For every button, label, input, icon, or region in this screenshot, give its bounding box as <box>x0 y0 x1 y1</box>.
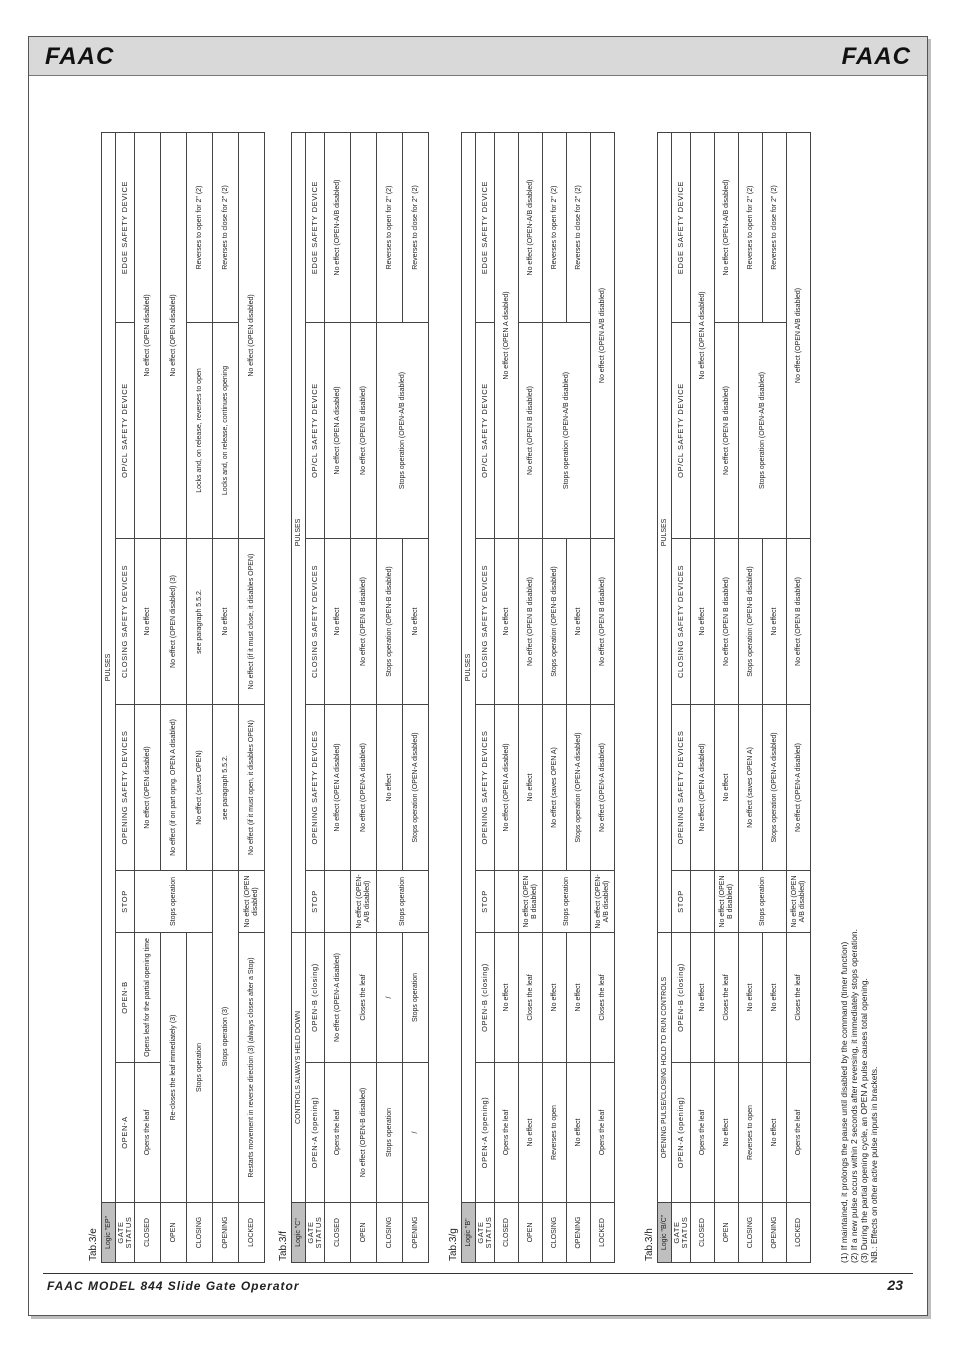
group-header: OPENING PULSE/CLOSING HOLD TO RUN CONTROLS <box>658 932 672 1202</box>
column-header: OP/CL SAFETY DEVICE <box>672 322 691 538</box>
table-cell: Stops operation <box>377 871 429 933</box>
table-label: Tab.3/h <box>644 1228 655 1261</box>
table-cell: Opens the leaf <box>591 1063 615 1203</box>
table-cell: Closes the leaf <box>591 933 615 1063</box>
table-cell: LOCKED <box>591 1203 615 1263</box>
table-row <box>691 132 715 1262</box>
table-cell: CLOSING <box>543 1203 567 1263</box>
table-cell: Stops operation <box>377 1063 403 1203</box>
table-cell: CLOSED <box>135 1203 161 1263</box>
column-header: OPEN-B (closing) <box>476 933 495 1063</box>
footnote: (2) If a new pulse occurs within 2 seconds after reversing, it immediately stops operation. <box>849 928 859 1263</box>
rotated-tables-area <box>87 131 879 1263</box>
table-row <box>543 132 567 1262</box>
table-cell: No effect <box>519 705 543 871</box>
table-cell: No effect <box>715 1063 739 1203</box>
column-header: OPEN-B (closing) <box>672 932 691 1062</box>
table-cell: No effect <box>135 539 161 705</box>
column-header: OPENING SAFETY DEVICES <box>672 704 691 870</box>
table-cell: CLOSING <box>739 1203 763 1263</box>
column-header: GATE STATUS <box>476 1203 495 1263</box>
table-cell: Reverses to open <box>543 1063 567 1203</box>
table-cell: LOCKED <box>787 1203 811 1263</box>
column-header: OPENING SAFETY DEVICES <box>306 705 325 871</box>
table-cell: No effect <box>691 538 715 704</box>
table-row <box>715 132 739 1262</box>
table-cell: CLOSING <box>377 1203 403 1263</box>
table-3f-block <box>277 133 429 1263</box>
column-header: OPENING SAFETY DEVICES <box>116 705 135 871</box>
table-cell: No effect <box>763 538 787 704</box>
table-cell: No effect (OPEN-A disabled) <box>787 704 811 870</box>
column-header: OPEN-A (opening) <box>672 1063 691 1203</box>
table-cell <box>691 870 715 932</box>
table-cell: Reverses to open for 2" (2) <box>377 132 403 322</box>
table-row <box>495 132 519 1262</box>
table-row <box>403 132 429 1262</box>
table-cell: No effect (OPEN disabled) <box>239 132 265 538</box>
column-header: CLOSING SAFETY DEVICES <box>306 539 325 705</box>
table-cell: Re-closes the leaf immediately (3) <box>161 933 187 1203</box>
table-cell: No effect (OPEN-A/B disabled) <box>519 132 543 322</box>
table-cell: No effect (OPEN B disabled) <box>351 539 377 705</box>
table-row <box>519 132 543 1262</box>
pulses-header: PULSES <box>292 132 306 932</box>
table-cell: CLOSED <box>325 1203 351 1263</box>
table-cell: Reverses to open for 2" (2) <box>543 132 567 322</box>
table-cell: Stops operation <box>543 871 591 933</box>
table-cell: LOCKED <box>239 1203 265 1263</box>
column-header: EDGE SAFETY DEVICE <box>116 132 135 322</box>
table-cell: No effect (OPEN B disabled) <box>519 871 543 933</box>
table-row <box>161 132 187 1262</box>
table-cell: CLOSED <box>691 1203 715 1263</box>
table-cell: CLOSED <box>495 1203 519 1263</box>
faac-logo-right: FAAC <box>841 43 911 70</box>
pulses-header: PULSES <box>658 132 672 932</box>
column-header: OPEN-A (opening) <box>306 1063 325 1203</box>
column-header: OPENING SAFETY DEVICES <box>476 705 495 871</box>
table-cell: No effect (OPEN disabled) (3) <box>161 539 187 705</box>
column-header: OPEN-B (closing) <box>306 933 325 1063</box>
table-cell: No effect (OPEN-A/B disabled) <box>325 132 351 322</box>
column-header: STOP <box>476 871 495 933</box>
logic-table-bc <box>657 132 811 1263</box>
table-cell: No effect (OPEN A disabled) <box>691 704 715 870</box>
table-cell: No effect (OPEN disabled) <box>239 871 265 933</box>
table-cell: No effect (if on part opng. OPEN A disabled) <box>161 705 187 871</box>
logic-table-c <box>291 132 429 1263</box>
table-cell: Opens the leaf <box>135 1063 161 1203</box>
logic-table-ep <box>101 132 265 1263</box>
table-cell: No effect (OPEN B disabled) <box>351 323 377 539</box>
table-cell: Reverses to close for 2" (2) <box>213 132 239 322</box>
table-cell: No effect (OPEN B disabled) <box>519 539 543 705</box>
table-cell: / <box>403 1063 429 1203</box>
table-cell: Stops operation (OPEN-A/B disabled) <box>739 322 787 538</box>
table-cell: No effect <box>715 704 739 870</box>
table-row <box>739 132 763 1262</box>
table-cell: No effect (OPEN-A/B disabled) <box>715 132 739 322</box>
table-3e-block <box>87 133 265 1263</box>
table-cell: Reverses to open <box>739 1063 763 1203</box>
column-header: CLOSING SAFETY DEVICES <box>672 538 691 704</box>
table-cell: Locks and, on release, reverses to open <box>187 323 213 539</box>
table-cell: Opens the leaf <box>495 1063 519 1203</box>
table-cell: OPENING <box>213 1203 239 1263</box>
table-cell: Stops operation (OPEN-B disabled) <box>739 538 763 704</box>
table-cell: Reverses to open for 2" (2) <box>187 132 213 322</box>
table-cell: Reverses to close for 2" (2) <box>567 132 591 322</box>
footer-title: FAAC MODEL 844 Slide Gate Operator <box>47 1279 300 1293</box>
table-cell: No effect (OPEN A disabled) <box>495 132 519 538</box>
table-cell: Stops operation (OPEN-A disabled) <box>567 705 591 871</box>
table-cell: Closes the leaf <box>787 932 811 1062</box>
table-cell: No effect (OPEN disabled) <box>161 132 187 538</box>
column-header: OPEN-B <box>116 933 135 1063</box>
column-header: EDGE SAFETY DEVICE <box>672 132 691 322</box>
footnote: (1) If maintained, it prolongs the pause until disabled by the command (timer function) <box>839 941 849 1263</box>
table-cell: Opens the leaf <box>691 1063 715 1203</box>
table-cell: Stops operation (OPEN-B disabled) <box>377 539 403 705</box>
table-cell: Closes the leaf <box>351 933 377 1063</box>
table-cell: OPEN <box>351 1203 377 1263</box>
table-cell: Restarts movement in reverse direction (3) (always closes after a Stop) <box>239 933 265 1203</box>
table-cell: No effect (OPEN B disabled) <box>715 322 739 538</box>
table-3g-block <box>447 133 615 1263</box>
table-cell: No effect (OPEN A/B disabled) <box>787 132 811 538</box>
table-cell: CLOSING <box>187 1203 213 1263</box>
table-cell: No effect <box>213 539 239 705</box>
logic-table-b <box>461 132 615 1263</box>
table-cell: No effect (OPEN A disabled) <box>325 705 351 871</box>
table-cell: Stops operation (3) <box>213 871 239 1203</box>
logic-header: Logic "C" <box>292 1203 306 1263</box>
table-cell: Stops operation (OPEN-A disabled) <box>403 705 429 871</box>
table-cell: No effect (OPEN A disabled) <box>495 705 519 871</box>
table-row <box>351 132 377 1262</box>
table-3h-block <box>643 133 811 1263</box>
table-cell: No effect <box>567 933 591 1063</box>
table-cell: No effect (OPEN A disabled) <box>691 132 715 538</box>
table-cell: No effect (OPEN B disabled) <box>715 870 739 932</box>
table-cell: No effect (OPEN-A disabled) <box>325 933 351 1063</box>
table-cell: No effect (OPEN A/B disabled) <box>591 132 615 538</box>
table-cell: Stops operation <box>187 933 213 1203</box>
table-cell: Reverses to open for 2" (2) <box>739 132 763 322</box>
table-cell: No effect (OPEN B disabled) <box>519 323 543 539</box>
column-header: STOP <box>672 870 691 932</box>
faac-logo-left: FAAC <box>45 43 115 70</box>
table-cell: No effect (OPEN-A disabled) <box>351 705 377 871</box>
footnote: (3) During the partial opening cycle, an OPEN A pulse causes total opening. <box>859 978 869 1263</box>
table-cell: No effect <box>763 1063 787 1203</box>
table-cell: OPENING <box>567 1203 591 1263</box>
pulses-header: PULSES <box>462 132 476 1202</box>
table-cell: Stops operation <box>739 870 787 932</box>
table-cell: No effect (OPEN-A/B disabled) <box>591 871 615 933</box>
table-cell: No effect <box>543 933 567 1063</box>
column-header: EDGE SAFETY DEVICE <box>476 132 495 322</box>
table-label: Tab.3/e <box>88 1228 99 1261</box>
table-cell: Stops operation (OPEN-A disabled) <box>763 704 787 870</box>
table-cell: No effect (OPEN A disabled) <box>325 323 351 539</box>
table-cell: see paragraph 5.5.2. <box>187 539 213 705</box>
table-row <box>591 132 615 1262</box>
table-cell: Stops operation <box>403 933 429 1063</box>
group-header: CONTROLS ALWAYS HELD DOWN <box>292 933 306 1203</box>
column-header: GATE STATUS <box>306 1203 325 1263</box>
table-cell: No effect <box>739 932 763 1062</box>
table-cell: No effect (saves OPEN) <box>187 705 213 871</box>
footer-divider <box>43 1273 913 1274</box>
table-row <box>325 132 351 1262</box>
table-label: Tab.3/g <box>448 1228 459 1261</box>
table-cell: No effect (OPEN A/B disabled) <box>787 870 811 932</box>
table-cell: No effect (if it must open, it disables OPEN) <box>239 705 265 871</box>
table-cell: No effect (if it must close, it disables OPEN) <box>239 539 265 705</box>
column-header: CLOSING SAFETY DEVICES <box>116 539 135 705</box>
table-cell: No effect (OPEN-A disabled) <box>591 705 615 871</box>
table-cell: Locks and, on release, continues opening <box>213 323 239 539</box>
table-cell: No effect <box>691 932 715 1062</box>
column-header: OPEN-A (opening) <box>476 1063 495 1203</box>
logic-header: Logic "B/C" <box>658 1203 672 1263</box>
table-cell: Closes the leaf <box>519 933 543 1063</box>
table-cell: see paragraph 5.5.2. <box>213 705 239 871</box>
table-cell: OPEN <box>519 1203 543 1263</box>
pulses-header: PULSES <box>102 132 116 1202</box>
table-cell: No effect <box>325 539 351 705</box>
table-cell: No effect <box>495 539 519 705</box>
table-cell: No effect (OPEN-B disabled) <box>351 1063 377 1203</box>
table-cell: Opens the leaf <box>787 1063 811 1203</box>
table-row <box>135 132 161 1262</box>
table-cell: No effect (saves OPEN A) <box>739 704 763 870</box>
table-cell: Stops operation (OPEN-B disabled) <box>543 539 567 705</box>
table-cell <box>351 132 377 322</box>
table-cell: Reverses to close for 2" (2) <box>763 132 787 322</box>
table-cell: Opens leaf for the partial opening time <box>135 933 161 1063</box>
table-cell: No effect (OPEN disabled) <box>135 705 161 871</box>
table-cell: No effect <box>377 705 403 871</box>
logic-header: Logic "EP" <box>102 1203 116 1263</box>
table-row <box>377 132 403 1262</box>
table-cell: OPEN <box>161 1203 187 1263</box>
column-header: GATE STATUS <box>672 1203 691 1263</box>
table-label: Tab.3/f <box>278 1230 289 1261</box>
table-cell: Stops operation (OPEN-A/B disabled) <box>377 323 429 539</box>
table-cell: Stops operation (OPEN-A/B disabled) <box>543 323 591 539</box>
column-header: OP/CL SAFETY DEVICE <box>306 323 325 539</box>
column-header: OP/CL SAFETY DEVICE <box>476 323 495 539</box>
table-cell: No effect <box>495 933 519 1063</box>
table-cell: No effect (OPEN disabled) <box>135 132 161 538</box>
table-cell: No effect <box>763 932 787 1062</box>
column-header: EDGE SAFETY DEVICE <box>306 132 325 322</box>
footnote: NB.: Effects on other active pulse inputs in brackets. <box>869 1066 879 1263</box>
table-cell: Stops operation <box>135 871 213 933</box>
table-cell: Opens the leaf <box>325 1063 351 1203</box>
table-cell: No effect (OPEN B disabled) <box>715 538 739 704</box>
table-row <box>239 132 265 1262</box>
column-header: CLOSING SAFETY DEVICES <box>476 539 495 705</box>
table-cell: No effect <box>567 1063 591 1203</box>
table-cell: No effect (OPEN B disabled) <box>787 538 811 704</box>
table-row <box>213 132 239 1262</box>
table-cell: OPENING <box>763 1203 787 1263</box>
table-cell <box>495 871 519 933</box>
manual-page <box>28 36 928 1316</box>
table-cell: OPEN <box>715 1203 739 1263</box>
column-header: OPEN-A <box>116 1063 135 1203</box>
table-cell: No effect <box>519 1063 543 1203</box>
column-header: OP/CL SAFETY DEVICE <box>116 323 135 539</box>
footnotes <box>839 133 879 1263</box>
table-cell: Reverses to close for 2" (2) <box>403 132 429 322</box>
table-cell: Closes the leaf <box>715 932 739 1062</box>
page-header <box>29 37 927 76</box>
table-row <box>187 132 213 1262</box>
table-row <box>567 132 591 1262</box>
table-cell <box>325 871 351 933</box>
column-header: STOP <box>306 871 325 933</box>
column-header: GATE STATUS <box>116 1203 135 1263</box>
page-number: 23 <box>887 1277 903 1293</box>
logic-header: Logic "B" <box>462 1203 476 1263</box>
table-cell: No effect <box>403 539 429 705</box>
table-cell: No effect (saves OPEN A) <box>543 705 567 871</box>
table-cell: No effect (OPEN B disabled) <box>591 539 615 705</box>
table-cell: No effect <box>567 539 591 705</box>
table-row <box>787 132 811 1262</box>
table-cell: OPENING <box>403 1203 429 1263</box>
column-header: STOP <box>116 871 135 933</box>
table-row <box>763 132 787 1262</box>
table-cell: No effect (OPEN-A/B disabled) <box>351 871 377 933</box>
table-cell: / <box>377 933 403 1063</box>
